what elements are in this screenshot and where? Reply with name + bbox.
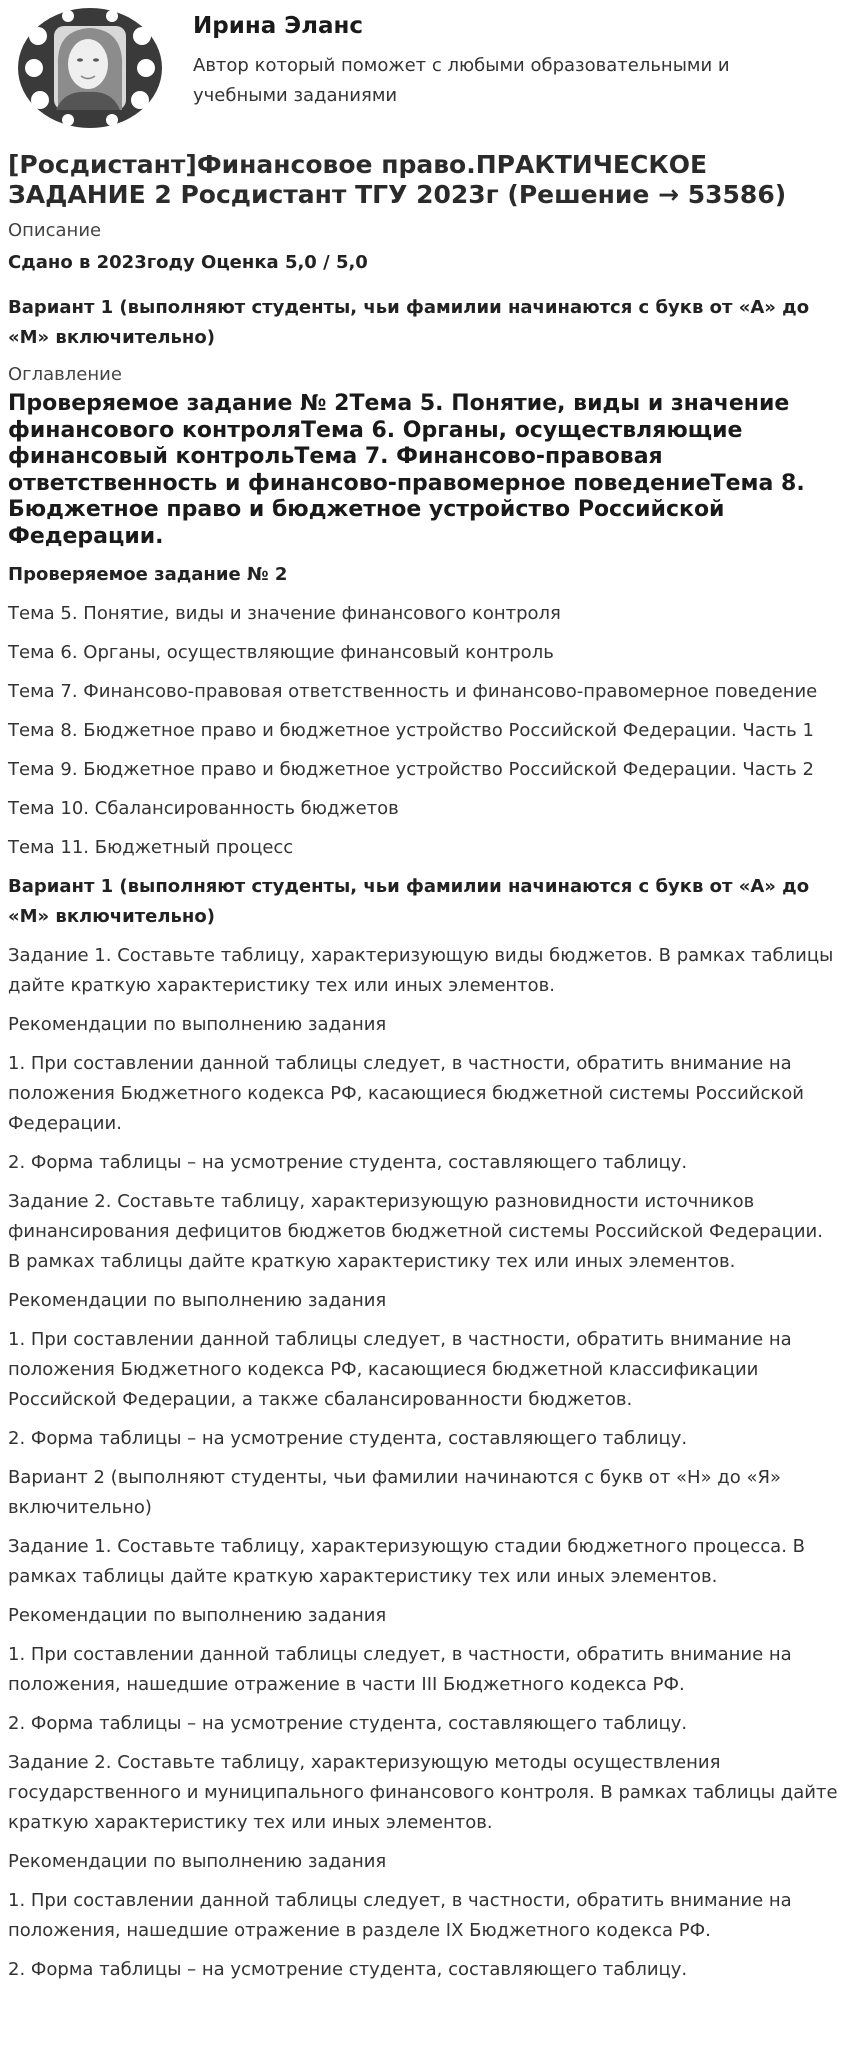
content-paragraph: Задание 1. Составьте таблицу, характеризующую стадии бюджетного процесса. В рамках таблицы дайте краткую характеристику тех или иных элементов. [8, 1536, 805, 1587]
content-paragraph: Тема 8. Бюджетное право и бюджетное устройство Российской Федерации. Часть 1 [8, 720, 814, 741]
content-paragraph: Задание 2. Составьте таблицу, характеризующую разновидности источников финансирования дефицитов бюджетов бюджетной системы Российской Федерации. В рамках таблицы дайте краткую характеристику тех или иных элементов. [8, 1191, 823, 1272]
content-paragraph: Вариант 1 (выполняют студенты, чьи фамилии начинаются с букв от «А» до «М» включительно) [8, 876, 810, 927]
toc-title: Проверяемое задание № 2Тема 5. Понятие, виды и значение финансового контроляТема 6. Органы, осуществляющие финансовый контрольТема 7. Финансово-правовая ответственность и финансово-правомерное поведениеТема 8. Бюджетное право и бюджетное устройство Российской Федерации. [8, 391, 805, 549]
content-paragraph: 1. При составлении данной таблицы следует, в частности, обратить внимание на положения Бюджетного кодекса РФ, касающиеся бюджетной системы Российской Федерации. [8, 1053, 804, 1134]
content-paragraph: Рекомендации по выполнению задания [8, 1014, 387, 1035]
author-card [8, 0, 839, 132]
content-paragraph: Рекомендации по выполнению задания [8, 1290, 387, 1311]
content-paragraph: Задание 2. Составьте таблицу, характеризующую методы осуществления государственного и муниципального финансового контроля. В рамках таблицы дайте краткую характеристику тех или иных элементов. [8, 1752, 838, 1833]
author-avatar[interactable] [16, 6, 164, 130]
author-description: Автор который поможет с любыми образовательными и учебными заданиями [193, 55, 730, 106]
content-paragraph: Тема 9. Бюджетное право и бюджетное устройство Российской Федерации. Часть 2 [8, 759, 814, 780]
content-paragraph: Рекомендации по выполнению задания [8, 1605, 387, 1626]
content-paragraph: Рекомендации по выполнению задания [8, 1851, 387, 1872]
content-paragraph: Тема 10. Сбалансированность бюджетов [8, 798, 399, 819]
content-paragraph: 2. Форма таблицы – на усмотрение студента, составляющего таблицу. [8, 1713, 688, 1734]
content-paragraph: Тема 7. Финансово-правовая ответственность и финансово-правомерное поведение [8, 681, 818, 702]
content-paragraph: Тема 11. Бюджетный процесс [8, 837, 294, 858]
content-paragraph: 2. Форма таблицы – на усмотрение студента, составляющего таблицу. [8, 1428, 688, 1449]
submitted-grade: Сдано в 2023году Оценка 5,0 / 5,0 [8, 252, 368, 273]
document-title: [Росдистант]Финансовое право.ПРАКТИЧЕСКОЕ ЗАДАНИЕ 2 Росдистант ТГУ 2023г (Решение → 53586) [8, 150, 787, 209]
content-paragraph: 2. Форма таблицы – на усмотрение студента, составляющего таблицу. [8, 1959, 688, 1980]
variant-heading: Вариант 1 (выполняют студенты, чьи фамилии начинаются с букв от «А» до «М» включительно) [8, 297, 810, 348]
toc-label: Оглавление [8, 364, 122, 385]
content-paragraph: 1. При составлении данной таблицы следует, в частности, обратить внимание на положения Бюджетного кодекса РФ, касающиеся бюджетной классификации Российской Федерации, а также сбалансированности бюджетов. [8, 1329, 792, 1410]
content-paragraph: 2. Форма таблицы – на усмотрение студента, составляющего таблицу. [8, 1152, 688, 1173]
content-paragraph: 1. При составлении данной таблицы следует, в частности, обратить внимание на положения, нашедшие отражение в разделе IX Бюджетного кодекса РФ. [8, 1890, 792, 1941]
document-content [8, 560, 839, 1985]
content-paragraph: Вариант 2 (выполняют студенты, чьи фамилии начинаются с букв от «Н» до «Я» включительно) [8, 1467, 782, 1518]
content-paragraph: Тема 5. Понятие, виды и значение финансового контроля [8, 603, 561, 624]
description-label: Описание [8, 220, 102, 241]
content-paragraph: Тема 6. Органы, осуществляющие финансовый контроль [8, 642, 554, 663]
content-paragraph: Задание 1. Составьте таблицу, характеризующую виды бюджетов. В рамках таблицы дайте краткую характеристику тех или иных элементов. [8, 945, 834, 996]
content-paragraph: Проверяемое задание № 2 [8, 564, 288, 585]
content-paragraph: 1. При составлении данной таблицы следует, в частности, обратить внимание на положения, нашедшие отражение в части III Бюджетного кодекса РФ. [8, 1644, 792, 1695]
author-name[interactable]: Ирина Эланс [193, 13, 364, 39]
